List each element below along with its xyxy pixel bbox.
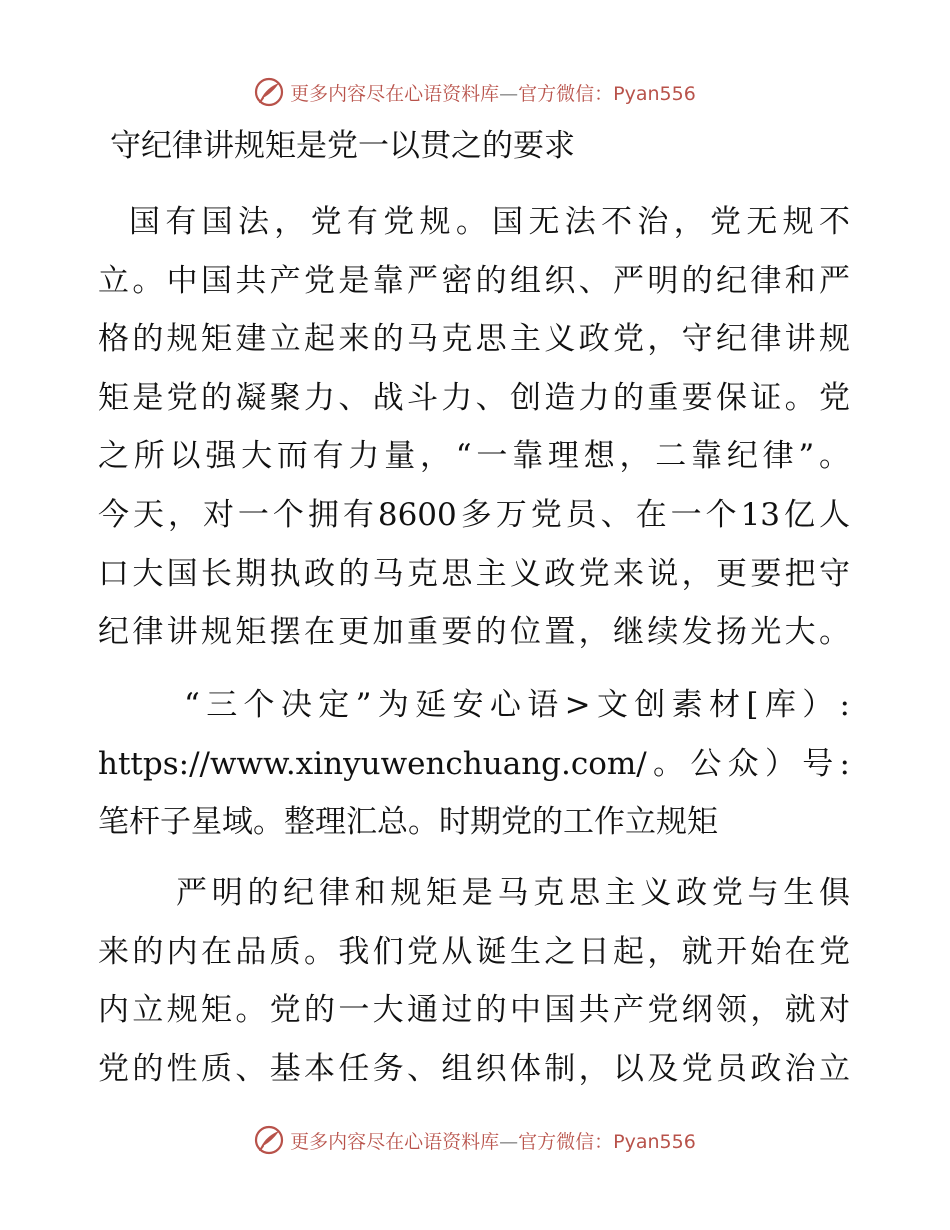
paragraph-line: 格的规矩建立起来的马克思主义政党，守纪律讲规	[98, 321, 850, 358]
paragraph-3	[98, 864, 850, 1098]
feather-pen-logo-icon	[254, 77, 284, 107]
banner-separator: —	[499, 82, 519, 105]
paragraph-line: 党的性质、基本任务、组织体制，以及党员政治立	[98, 1050, 850, 1087]
paragraph-line: 今天，对一个拥有8600多万党员、在一个13亿人	[98, 496, 850, 533]
banner-site-text: 更多内容尽在心语资料库	[290, 82, 500, 105]
paragraph-line: 立。中国共产党是靠严密的组织、严明的纪律和严	[98, 262, 850, 299]
paragraph-line: 笔杆子星域。整理汇总。时期党的工作立规矩	[98, 804, 718, 841]
paragraph-line: “三个决定”为延安心语>文创素材[库）:	[184, 687, 850, 723]
paragraph-1	[98, 193, 850, 662]
banner-text	[290, 79, 696, 106]
banner-wechat-text: 官方微信：Pyan556	[518, 82, 696, 105]
banner-wechat-text: 官方微信：Pyan556	[518, 1130, 696, 1153]
paragraph-line: 口大国长期执政的马克思主义政党来说，更要把守	[98, 555, 850, 592]
document-title: 守纪律讲规矩是党一以贯之的要求	[110, 128, 575, 164]
header-banner	[0, 72, 950, 112]
paragraph-line: 之所以强大而有力量，“一靠理想，二靠纪律”。	[98, 438, 850, 475]
feather-pen-logo-icon	[254, 1125, 284, 1155]
footer-banner	[0, 1120, 950, 1160]
banner-text	[290, 1127, 696, 1154]
paragraph-2	[98, 676, 850, 852]
paragraph-line: https://www.xinyuwenchuang.com/。公众）号:	[98, 745, 850, 782]
paragraph-line: 来的内在品质。我们党从诞生之日起，就开始在党	[98, 933, 850, 970]
paragraph-line: 内立规矩。党的一大通过的中国共产党纲领，就对	[98, 992, 850, 1029]
banner-separator: —	[499, 1130, 519, 1153]
paragraph-line: 矩是党的凝聚力、战斗力、创造力的重要保证。党	[98, 379, 850, 416]
paragraph-line: 严明的纪律和规矩是马克思主义政党与生俱	[176, 875, 850, 911]
paragraph-line: 国有国法，党有党规。国无法不治，党无规不	[129, 204, 850, 240]
banner-site-text: 更多内容尽在心语资料库	[290, 1130, 500, 1153]
paragraph-line: 纪律讲规矩摆在更加重要的位置，继续发扬光大。	[98, 614, 850, 651]
